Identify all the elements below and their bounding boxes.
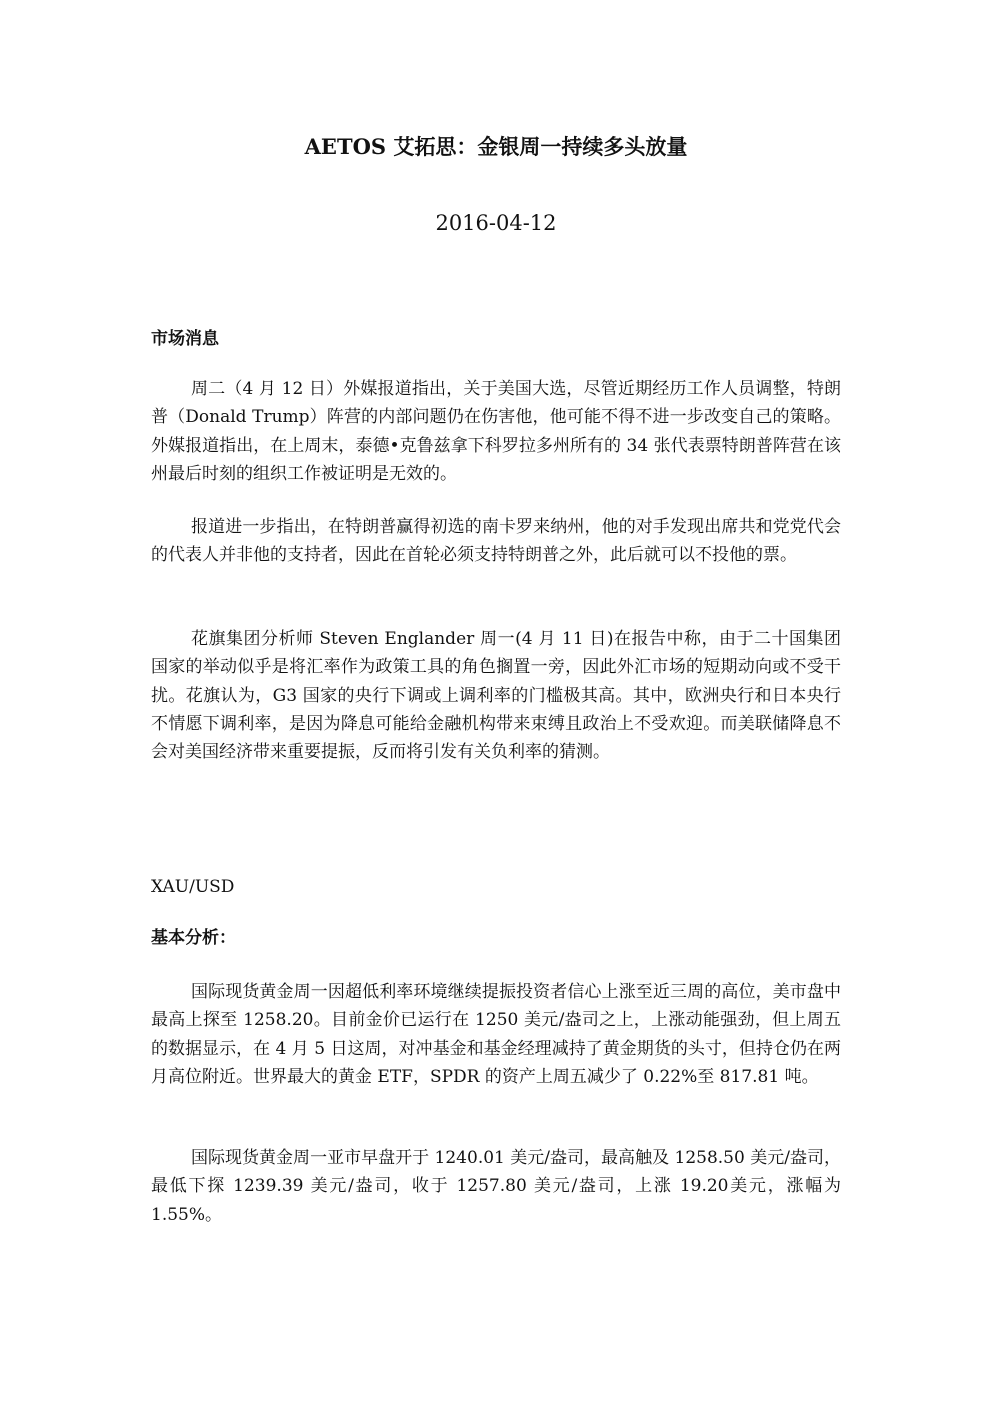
market-news-paragraph-2: 报道进一步指出，在特朗普赢得初选的南卡罗来纳州，他的对手发现出席共和党党代会的代表人并非他的支持者，因此在首轮必须支持特朗普之外，此后就可以不投他的票。 <box>151 517 841 566</box>
market-news-paragraph-3: 花旗集团分析师 Steven Englander 周一(4 月 11 日)在报告中称，由于二十国集团国家的举动似乎是将汇率作为政策工具的角色搁置一旁，因此外汇市场的短期动向或不受干扰。花旗认为，G3 国家的央行下调或上调利率的门槛极其高。其中，欧洲央行和日本央行不情愿下调利率，是因为降息可能给金融机构带来束缚且政治上不受欢迎。而美联储降息不会对美国经济带来重要提振，反而将引发有关负利率的猜测。 <box>151 629 841 763</box>
fundamental-analysis-heading: 基本分析： <box>151 928 236 948</box>
xau-usd-heading: XAU/USD <box>151 877 235 897</box>
market-news-paragraph-1: 周二（4 月 12 日）外媒报道指出，关于美国大选，尽管近期经历工作人员调整，特朗普（Donald Trump）阵营的内部问题仍在伤害他，他可能不得不进一步改变自己的策略。外媒报道指出，在上周末，泰德•克鲁兹拿下科罗拉多州所有的 34 张代表票特朗普阵营在该州最后时刻的组织工作被证明是无效的。 <box>151 379 841 484</box>
xau-usd-paragraph-1: 国际现货黄金周一因超低利率环境继续提振投资者信心上涨至近三周的高位，美市盘中最高上探至 1258.20。目前金价已运行在 1250 美元/盎司之上，上涨动能强劲，但上周五的数据显示，在 4 月 5 日这周，对冲基金和基金经理减持了黄金期货的头寸，但持仓仍在两月高位附近。世界最大的黄金 ETF，SPDR 的资产上周五减少了 0.22%至 817.81 吨。 <box>151 982 841 1087</box>
xau-usd-paragraph-2: 国际现货黄金周一亚市早盘开于 1240.01 美元/盎司，最高触及 1258.50 美元/盎司，最低下探 1239.39 美元/盎司，收于 1257.80 美元/盎司，上涨 19.20美元，涨幅为 1.55%。 <box>151 1148 841 1225</box>
market-news-heading: 市场消息 <box>151 329 219 349</box>
document-date: 2016-04-12 <box>435 211 557 235</box>
document-title: AETOS 艾拓思：金银周一持续多头放量 <box>304 134 688 159</box>
